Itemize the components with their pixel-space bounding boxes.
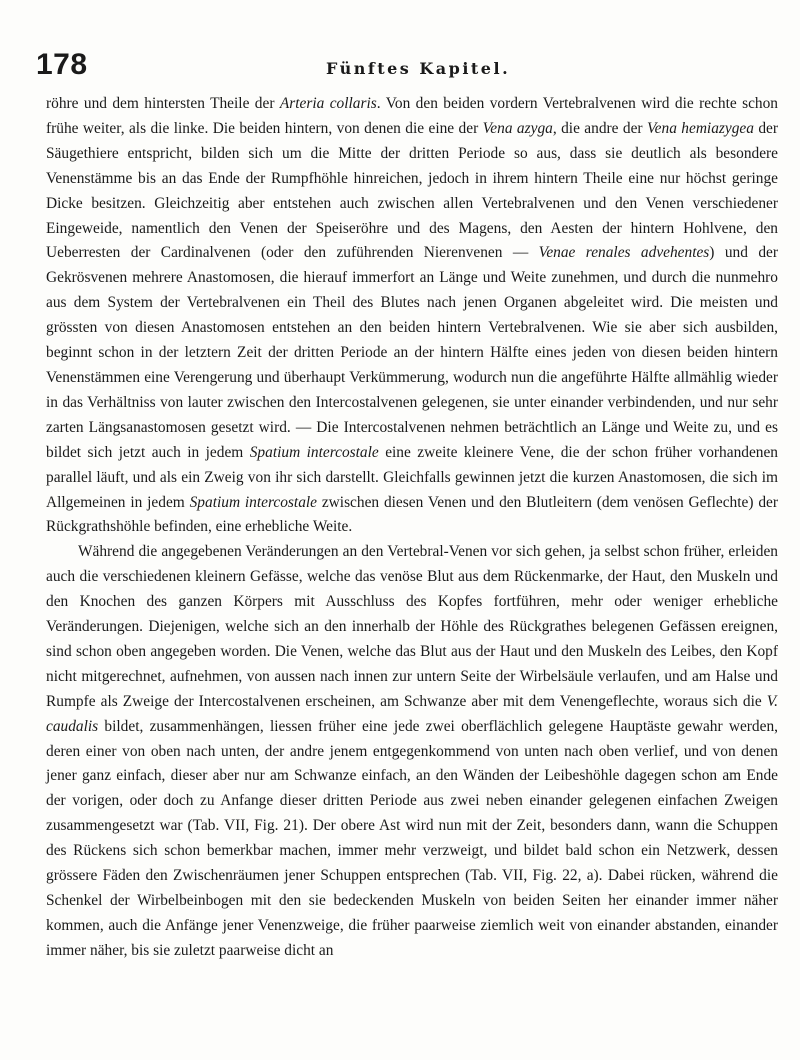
text-run: zwischen diesen Venen und den Blutleitern (dem venösen Geflechte) der Rückgrathshöhle befinden, eine erhebliche Weite. — [46, 493, 778, 536]
text-run: Während die angegebenen Veränderungen an den Vertebral-Venen vor sich gehen, ja selbst schon früher, erleiden auch die verschiedenen kleinern Gefässe, welche das venöse Blut aus dem Rückenmarke, der Haut, den Muskeln und den Knochen des ganzen Körpers mit Ausschluss des Kopfes fortführen, mehr oder weniger erhebliche Veränderungen. Diejenigen, welche sich an den innerhalb der Höhle des Rückgrathes belegenen Gefässen ereignen, sind schon oben angegeben worden. Die Venen, welche das Blut aus der Haut und den Muskeln des Leibes, den Kopf nicht mitgerechnet, aufnehmen, von aussen nach innen zur untern Seite der Wirbelsäule verlaufen, und am Halse und Rumpfe als Zweige der Intercostalvenen erscheinen, am Schwanze aber mit dem Venengeflechte, woraus sich die — [46, 543, 778, 710]
paragraph — [46, 540, 778, 963]
italic-term: Vena hemiazygea — [646, 119, 754, 137]
text-run: der Säugethiere entspricht, bilden sich um die Mitte der dritten Periode so aus, dass sie deutlich als besondere Venenstämme bis an das Ende der Rumpfhöhle hinreichen, jedoch in ihrem hintern Theile eine nur höchst geringe Dicke besitzen. Gleichzeitig aber entstehen auch zwischen allen Vertebralvenen und den Venen verschiedener Eingeweide, namentlich den Venen der Speiseröhre und des Magens, den Aesten der hintern Hohlvene, den Ueberresten der Cardinalvenen (oder den zuführenden Nierenvenen — — [46, 119, 779, 262]
paragraph — [46, 92, 778, 540]
text-run: ) und der Gekrösvenen mehrere Anastomosen, die hierauf immerfort an Länge und Weite zunehmen, und durch die nunmehro aus dem System der Vertebralvenen ein Theil des Blutes nach jenen Organen abgeleitet wird. Die meisten und grössten von diesen Anastomosen entstehen an den beiden hintern Vertebralvenen. Wie sie aber sich ausbilden, beginnt schon in der letztern Zeit der dritten Periode an der hintern Hälfte eines jeden von diesen beiden hintern Venenstämmen eine Verengerung und überhaupt Verkümmerung, wodurch nun die angeführte Hälfte allmählig wieder in das Verhältniss von lauter zwischen den Intercostalvenen gelegenen, sie unter einander verbindenden, und nur sehr zarten Längsanastomosen gesetzt wird. — Die Intercostalvenen nehmen beträchtlich an Länge und Weite zu, und es bildet sich jetzt auch in jedem — [46, 244, 778, 461]
text-run: bildet, zusammenhängen, liessen früher eine jede zwei oberflächlich gelegene Hauptäste gewahr werden, deren einer von oben nach unten, der andre jenem entgegenkommend von unten nach oben verlief, und von denen jener ganz einfach, dieser aber nur am Schwanze einfach, an den Wänden der Leibeshöhle dagegen schon am Ende der vorigen, oder doch zu Anfange dieser dritten Periode aus zwei neben einander gelegenen einfachen Zweigen zusammengesetzt war (Tab. VII, Fig. 21). Der obere Ast wird nun mit der Zeit, besonders dann, wann die Schuppen des Rückens sich schon bemerkbar machen, immer mehr verzweigt, und bildet bald schon ein Netzwerk, dessen grössere Fäden den Zwischenräumen jener Schuppen entsprechen (Tab. VII, Fig. 22, a). Dabei rücken, während die Schenkel der Wirbelbeinbogen mit den sie bedeckenden Muskeln von beiden Seiten her einander immer näher kommen, auch die Anfänge jener Venenzweige, die früher paarweise ziemlich weit von einander abstanden, einander immer näher, bis sie zuletzt paarweise dicht an — [46, 717, 778, 959]
italic-term: V. caudalis — [46, 692, 778, 735]
text-run: , die andre der — [552, 119, 647, 137]
italic-term: Spatium intercostale — [189, 493, 317, 511]
italic-term: Arteria collaris — [279, 95, 377, 112]
running-head: Fünftes Kapitel. — [326, 59, 511, 78]
page-header — [36, 48, 776, 88]
italic-term: Spatium intercostale — [249, 443, 379, 461]
italic-term: Venae renales advehentes — [538, 244, 710, 262]
page-number: 178 — [36, 48, 88, 81]
text-run: eine zweite kleinere Vene, die der schon früher vorhandenen parallel läuft, und als ein Zweig von ihr sich darstellt. Gleichfalls gewinnen jetzt die kurzen Anastomosen, die sich im Allgemeinen in jedem — [46, 443, 779, 511]
italic-term: Vena azyga — [482, 119, 553, 137]
body-text — [46, 92, 778, 964]
text-run: . Von den beiden vordern Vertebralvenen wird die rechte schon frühe weiter, als die linke. Die beiden hintern, von denen die eine der — [46, 95, 778, 137]
text-run: röhre und dem hintersten Theile der — [46, 95, 280, 112]
